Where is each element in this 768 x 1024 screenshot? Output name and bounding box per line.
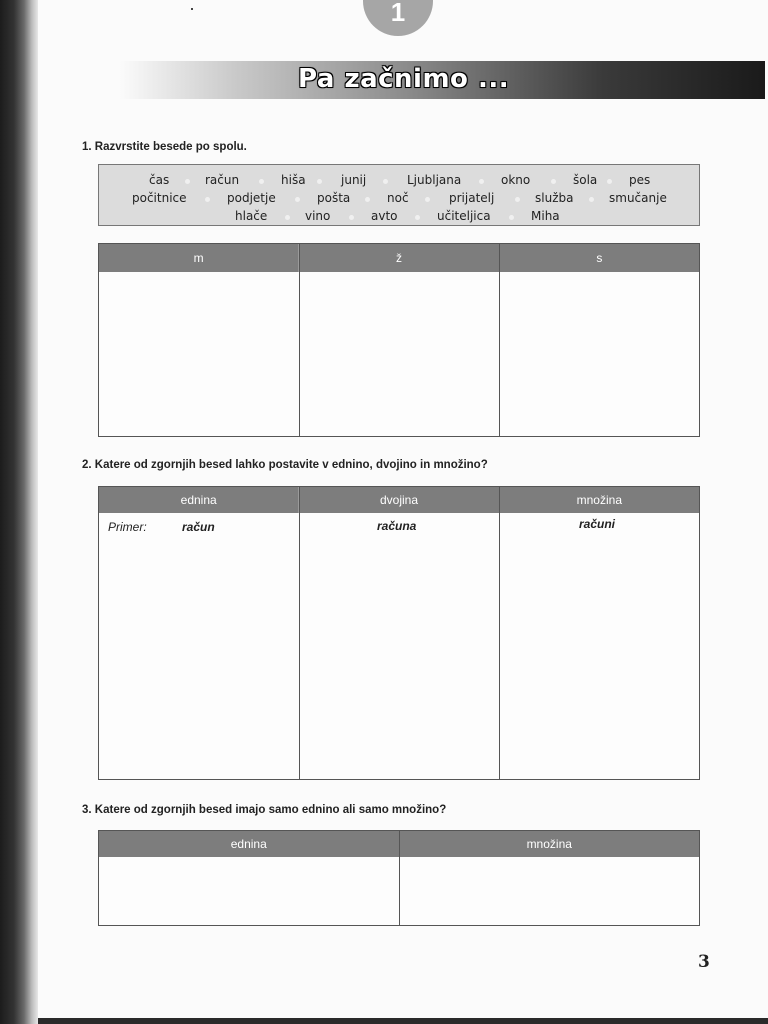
separator-dot: [425, 197, 430, 202]
word-bank-word: smučanje: [609, 191, 667, 205]
separator-dot: [295, 197, 300, 202]
header-singular-only: ednina: [99, 831, 400, 857]
header-feminine: ž: [299, 244, 499, 272]
exercise-3-prompt: 3. Katere od zgornjih besed imajo samo ednino ali samo množino?: [82, 804, 447, 816]
number-table-header: [99, 487, 699, 513]
chapter-title: Pa začnimo ...: [298, 64, 510, 94]
number-forms-table: [98, 486, 700, 780]
word-bank-word: čas: [149, 173, 170, 187]
word-bank-word: vino: [305, 209, 331, 223]
example-dual: računa: [377, 519, 417, 533]
exercise-1-prompt: 1. Razvrstite besede po spolu.: [82, 141, 247, 153]
separator-dot: [365, 197, 370, 202]
word-bank-word: avto: [371, 209, 398, 223]
word-bank-word: pošta: [317, 191, 351, 205]
example-label: Primer:: [108, 520, 147, 534]
header-neuter: s: [596, 251, 603, 265]
word-bank-word: okno: [501, 173, 531, 187]
page-number: 3: [698, 952, 710, 972]
word-bank-box: [98, 164, 700, 226]
separator-dot: [551, 179, 556, 184]
word-bank-word: prijatelj: [449, 191, 495, 205]
header-plural: množina: [576, 493, 622, 507]
gender-table-header: [99, 244, 699, 272]
separator-dot: [589, 197, 594, 202]
header-singular: ednina: [99, 487, 299, 513]
separator-dot: [383, 179, 388, 184]
singular-plural-only-table: [98, 830, 700, 926]
separator-dot: [415, 215, 420, 220]
word-bank-word: služba: [535, 191, 574, 205]
separator-dot: [479, 179, 484, 184]
column-divider: [499, 244, 500, 436]
column-divider: [499, 487, 500, 779]
word-bank-word: počitnice: [132, 191, 187, 205]
separator-dot: [205, 197, 210, 202]
example-plural: računi: [579, 517, 616, 531]
separator-dot: [515, 197, 520, 202]
word-bank-word: pes: [629, 173, 651, 187]
word-bank-word: hlače: [235, 209, 268, 223]
word-bank-word: podjetje: [227, 191, 276, 205]
header-dual: dvojina: [299, 487, 499, 513]
word-bank-word: račun: [205, 173, 240, 187]
chapter-number-badge: 1: [363, 0, 433, 36]
separator-dot: [607, 179, 612, 184]
book-binding-shadow: [0, 0, 38, 1024]
header-plural-only: množina: [526, 837, 572, 851]
separator-dot: [317, 179, 322, 184]
separator-dot: [349, 215, 354, 220]
scan-speck: [191, 8, 193, 10]
word-bank-word: Ljubljana: [407, 173, 462, 187]
column-divider: [299, 487, 300, 779]
column-divider: [399, 831, 400, 925]
word-bank-word: Miha: [531, 209, 560, 223]
exercise-2-prompt: 2. Katere od zgornjih besed lahko postavite v ednino, dvojino in množino?: [82, 459, 488, 471]
page-bottom-edge: [38, 1018, 768, 1024]
word-bank-word: šola: [573, 173, 598, 187]
word-bank-word: hiša: [281, 173, 306, 187]
separator-dot: [259, 179, 264, 184]
separator-dot: [285, 215, 290, 220]
gender-sort-table: [98, 243, 700, 437]
separator-dot: [185, 179, 190, 184]
header-masculine: m: [99, 244, 299, 272]
word-bank-word: junij: [341, 173, 367, 187]
example-singular: račun: [182, 520, 215, 534]
column-divider: [299, 244, 300, 436]
word-bank-word: noč: [387, 191, 409, 205]
word-bank-word: učiteljica: [437, 209, 491, 223]
separator-dot: [509, 215, 514, 220]
